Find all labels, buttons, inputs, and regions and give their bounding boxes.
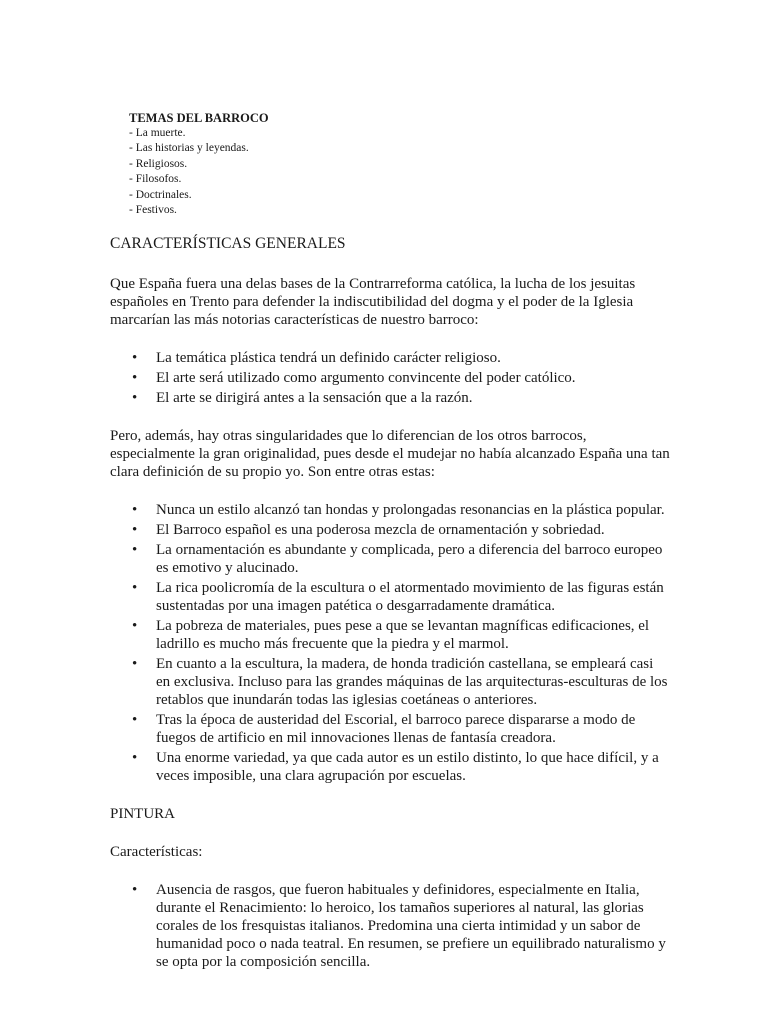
- list-item: • Tras la época de austeridad del Escorial, el barroco parece dispararse a modo de fuegos de artificio en mil innovaciones llenas de fantasía creadora.: [156, 711, 670, 747]
- list-item: • La ornamentación es abundante y complicada, pero a diferencia del barroco europeo es emotivo y alucinado.: [156, 541, 670, 577]
- pintura-subheading: Características:: [110, 844, 203, 860]
- theme-item: - Las historias y leyendas.: [129, 142, 249, 155]
- list-item: • El arte será utilizado como argumento convincente del poder católico.: [156, 369, 670, 387]
- pintura-heading: PINTURA: [110, 806, 176, 822]
- theme-item: - Doctrinales.: [129, 188, 192, 201]
- list-item: • Una enorme variedad, ya que cada autor es un estilo distinto, lo que hace difícil, y a veces imposible, una clara agrupación por escuelas.: [156, 749, 670, 785]
- themes-title: TEMAS DEL BARROCO: [129, 111, 269, 125]
- list-item: • Nunca un estilo alcanzó tan hondas y prolongadas resonancias en la plástica popular.: [156, 501, 670, 519]
- general-heading: CARACTERÍSTICAS GENERALES: [110, 235, 346, 252]
- list-item: • En cuanto a la escultura, la madera, de honda tradición castellana, se empleará casi en exclusiva. Incluso para las grandes máquinas de las arquitecturas-esculturas de los retablos que inundarán todas las iglesias coetáneas o anteriores.: [156, 655, 670, 709]
- theme-item: - Festivos.: [129, 204, 177, 217]
- document-body: [110, 235, 670, 991]
- theme-item: - La muerte.: [129, 127, 186, 139]
- pintura-list: [110, 881, 670, 971]
- general-list-1: [110, 349, 670, 407]
- general-intro: Que España fuera una delas bases de la Contrarreforma católica, la lucha de los jesuitas españoles en Trento para defender la indiscutibilidad del dogma y el poder de la Iglesia marcarían las más notorias características de nuestro barroco:: [110, 276, 636, 328]
- theme-item: - Filosofos.: [129, 173, 182, 186]
- general-paragraph-2: Pero, además, hay otras singularidades que lo diferencian de los otros barrocos, especialmente la gran originalidad, pues desde el mudejar no había alcanzado España una tan clara definición de su propio yo. Son entre otras estas:: [110, 428, 670, 480]
- list-item: • Ausencia de rasgos, que fueron habituales y definidores, especialmente en Italia, durante el Renacimiento: lo heroico, los tamaños superiores al natural, las glorias corales de los fresquistas italianos. Predomina una cierta intimidad y un sabor de humanidad poco o nada teatral. En resumen, se prefiere un equilibrado naturalismo y se opta por la composición sencilla.: [156, 881, 670, 971]
- list-item: • La pobreza de materiales, pues pese a que se levantan magníficas edificaciones, el ladrillo es mucho más frecuente que la piedra y el marmol.: [156, 617, 670, 653]
- list-item: • La rica poolicromía de la escultura o el atormentado movimiento de las figuras están sustentadas por una imagen patética o desgarradamente dramática.: [156, 579, 670, 615]
- general-list-2: [110, 501, 670, 785]
- themes-section: [129, 110, 689, 218]
- theme-item: - Religiosos.: [129, 157, 188, 170]
- list-item: • La temática plástica tendrá un definido carácter religioso.: [156, 349, 670, 367]
- list-item: • El Barroco español es una poderosa mezcla de ornamentación y sobriedad.: [156, 521, 670, 539]
- list-item: • El arte se dirigirá antes a la sensación que a la razón.: [156, 389, 670, 407]
